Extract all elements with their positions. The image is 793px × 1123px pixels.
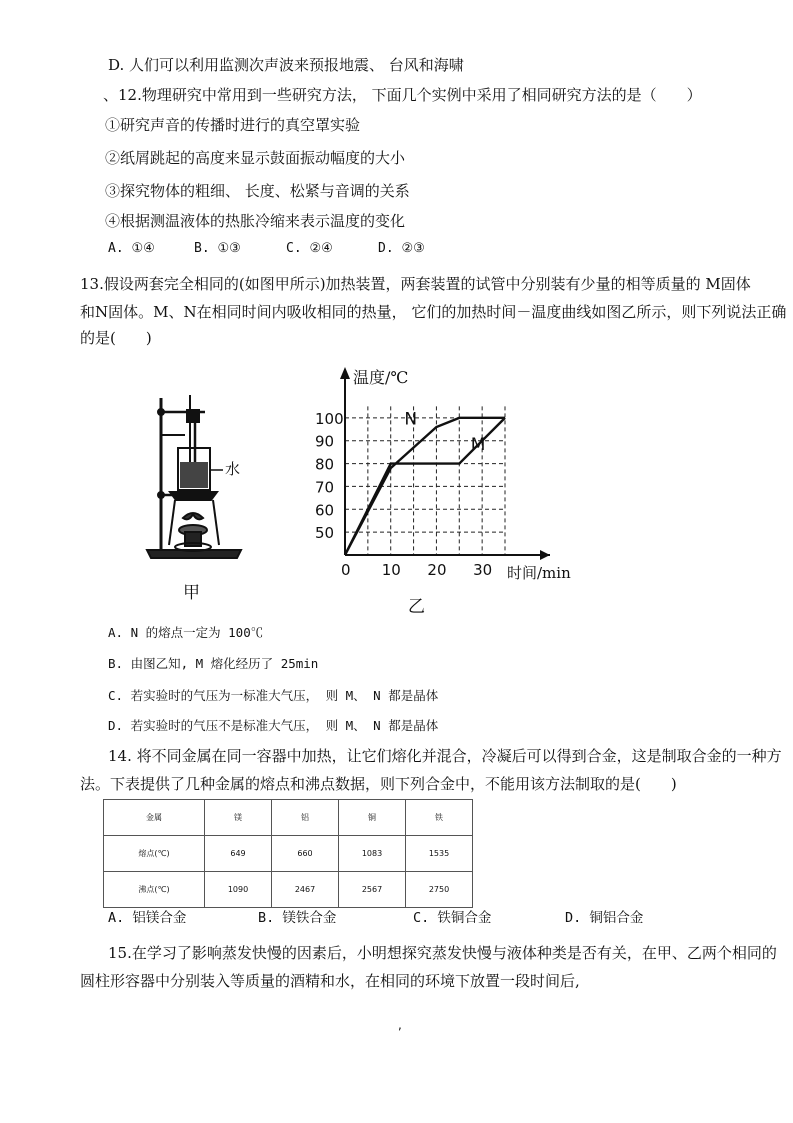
table-cell: 1535 bbox=[406, 836, 473, 872]
figure-right-caption: 乙 bbox=[408, 597, 425, 617]
q12-item-4: ④根据测温液体的热胀冷缩来表示温度的变化 bbox=[105, 212, 406, 230]
table-header-cell: 铜 bbox=[339, 800, 406, 836]
q13-option-d: D. 若实验时的气压不是标准大气压， 则 M、 N 都是晶体 bbox=[108, 718, 439, 733]
x-axis-arrow bbox=[540, 550, 550, 560]
water-label: 水 bbox=[225, 460, 241, 478]
q14-option-a: A. 铝镁合金 bbox=[108, 910, 187, 926]
q12-option-b: B. ①③ bbox=[194, 241, 241, 256]
q12-item-3: ③探究物体的粗细、 长度、松紧与音调的关系 bbox=[105, 182, 410, 200]
q12-stem: 、12.物理研究中常用到一些研究方法， 下面几个实例中采用了相同研究方法的是（ ） bbox=[103, 86, 702, 104]
q15-stem-line2: 圆柱形容器中分别装入等质量的酒精和水，在相同的环境下放置一段时间后, bbox=[80, 972, 580, 990]
series-label-N: N bbox=[404, 409, 418, 430]
q14-option-d: D. 铜铝合金 bbox=[565, 910, 644, 926]
table-cell: 沸点(℃) bbox=[104, 872, 205, 908]
table-cell: 熔点(℃) bbox=[104, 836, 205, 872]
q13-option-c: C. 若实验时的气压为一标准大气压， 则 M、 N 都是晶体 bbox=[108, 688, 439, 703]
y-tick-label: 70 bbox=[315, 478, 335, 497]
q15-stem-line1: 15.在学习了影响蒸发快慢的因素后，小明想探究蒸发快慢与液体种类是否有关，在甲、乙两个相同的 bbox=[108, 944, 777, 962]
y-tick-label: 100 bbox=[315, 409, 344, 428]
table-header-cell: 镁 bbox=[205, 800, 272, 836]
y-axis-label: 温度/℃ bbox=[353, 368, 409, 387]
y-axis-arrow bbox=[340, 367, 350, 379]
x-tick-label: 10 bbox=[381, 561, 401, 579]
table-cell: 2750 bbox=[406, 872, 473, 908]
y-tick-label: 50 bbox=[315, 524, 335, 543]
q14-option-c: C. 铁铜合金 bbox=[413, 910, 492, 926]
y-tick-label: 60 bbox=[315, 501, 335, 520]
x-axis-label: 时间/min bbox=[507, 564, 571, 582]
q14-stem-line2: 法。下表提供了几种金属的熔点和沸点数据，则下列合金中，不能用该方法制取的是( ) bbox=[80, 775, 677, 793]
q12-item-1: ①研究声音的传播时进行的真空罩实验 bbox=[105, 116, 361, 134]
table-cell: 1083 bbox=[339, 836, 406, 872]
table-header-cell: 金属 bbox=[104, 800, 205, 836]
q13-stem-line2: 和N固体。M、N在相同时间内吸收相同的热量， 它们的加热时间－温度曲线如图乙所示，则下列说法正确 bbox=[80, 303, 787, 321]
table-header-cell: 铁 bbox=[406, 800, 473, 836]
footer-mark: , bbox=[398, 1018, 402, 1032]
q13-option-a: A. N 的熔点一定为 100℃ bbox=[108, 625, 264, 640]
chart-svg bbox=[310, 365, 600, 590]
x-tick-label: 30 bbox=[473, 561, 493, 579]
table-row bbox=[104, 800, 473, 836]
metal-data-table bbox=[103, 799, 473, 908]
table-cell: 649 bbox=[205, 836, 272, 872]
q12-item-2: ②纸屑跳起的高度来显示鼓面振动幅度的大小 bbox=[105, 149, 406, 167]
q13-option-b: B. 由图乙知, M 熔化经历了 25min bbox=[108, 656, 319, 671]
table-cell: 2467 bbox=[272, 872, 339, 908]
q13-stem-line1: 13.假设两套完全相同的(如图甲所示)加热装置，两套装置的试管中分别装有少量的相等质量的 M固体 bbox=[80, 275, 751, 293]
heating-apparatus-figure bbox=[145, 390, 255, 569]
x-tick-label: 20 bbox=[427, 561, 447, 579]
q11-option-d: D. 人们可以利用监测次声波来预报地震、 台风和海啸 bbox=[108, 56, 464, 74]
figure-left-caption: 甲 bbox=[183, 583, 200, 603]
series-label-M: M bbox=[470, 434, 486, 455]
temperature-time-chart bbox=[310, 365, 600, 594]
y-tick-label: 80 bbox=[315, 455, 335, 474]
q12-option-d: D. ②③ bbox=[378, 241, 425, 256]
table-cell: 2567 bbox=[339, 872, 406, 908]
q14-stem-line1: 14. 将不同金属在同一容器中加热，让它们熔化并混合，冷凝后可以得到合金，这是制取合金的一种方 bbox=[108, 747, 782, 765]
table-row bbox=[104, 836, 473, 872]
table-row bbox=[104, 872, 473, 908]
q12-option-a: A. ①④ bbox=[108, 241, 155, 256]
table-cell: 660 bbox=[272, 836, 339, 872]
q14-option-b: B. 镁铁合金 bbox=[258, 910, 337, 926]
table-header-cell: 铝 bbox=[272, 800, 339, 836]
q12-option-c: C. ②④ bbox=[286, 241, 333, 256]
table-cell: 1090 bbox=[205, 872, 272, 908]
x-tick-label: 0 bbox=[341, 561, 351, 579]
q12-options bbox=[108, 241, 425, 256]
y-tick-label: 90 bbox=[315, 432, 335, 451]
q13-stem-line3: 的是( ) bbox=[80, 329, 152, 347]
